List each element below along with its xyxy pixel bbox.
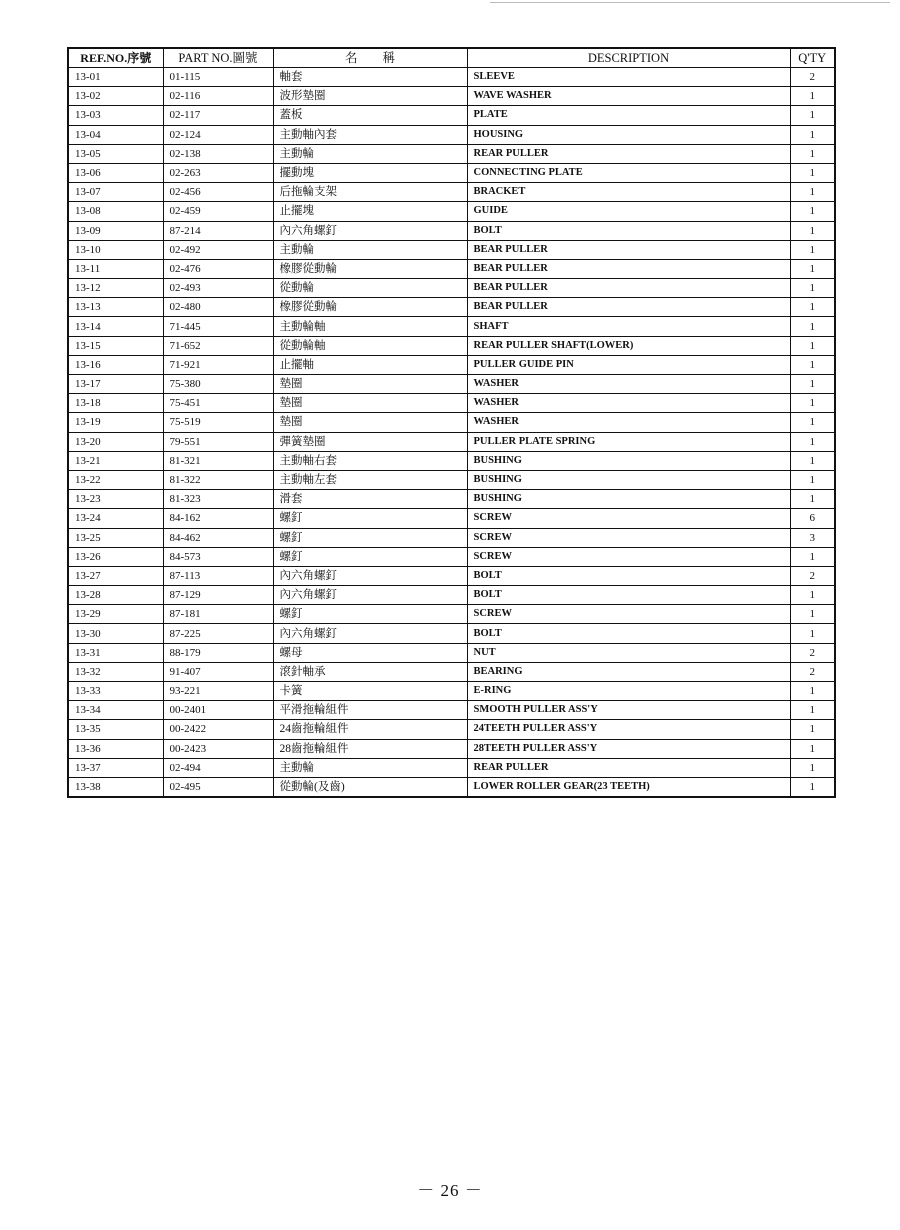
table-row xyxy=(68,202,835,221)
cell-part-no: 84-462 xyxy=(163,528,273,547)
table-row xyxy=(68,777,835,797)
cell-name: 從動輪(及齒) xyxy=(273,777,467,797)
cell-description: BOLT xyxy=(467,221,790,240)
cell-name: 從動輪 xyxy=(273,279,467,298)
cell-description: PULLER PLATE SPRING xyxy=(467,432,790,451)
cell-part-no: 02-263 xyxy=(163,163,273,182)
cell-description: 28TEETH PULLER ASS'Y xyxy=(467,739,790,758)
cell-name: 橡膠從動輪 xyxy=(273,259,467,278)
cell-part-no: 02-476 xyxy=(163,259,273,278)
cell-name: 主動軸右套 xyxy=(273,451,467,470)
cell-ref-no: 13-32 xyxy=(68,662,163,681)
cell-qty: 1 xyxy=(790,221,835,240)
cell-qty: 1 xyxy=(790,547,835,566)
cell-qty: 1 xyxy=(790,394,835,413)
header-description: DESCRIPTION xyxy=(467,48,790,68)
cell-description: BEAR PULLER xyxy=(467,279,790,298)
cell-name: 內六角螺釘 xyxy=(273,221,467,240)
cell-name: 內六角螺釘 xyxy=(273,566,467,585)
cell-qty: 1 xyxy=(790,490,835,509)
table-row xyxy=(68,413,835,432)
cell-qty: 1 xyxy=(790,739,835,758)
cell-ref-no: 13-30 xyxy=(68,624,163,643)
cell-name: 墊圈 xyxy=(273,413,467,432)
table-row xyxy=(68,87,835,106)
cell-qty: 1 xyxy=(790,259,835,278)
cell-name: 蓋板 xyxy=(273,106,467,125)
cell-qty: 1 xyxy=(790,106,835,125)
cell-name: 24齒拖輪組件 xyxy=(273,720,467,739)
cell-part-no: 81-322 xyxy=(163,470,273,489)
cell-description: GUIDE xyxy=(467,202,790,221)
table-row xyxy=(68,144,835,163)
cell-name: 28齒拖輪組件 xyxy=(273,739,467,758)
cell-qty: 1 xyxy=(790,183,835,202)
cell-description: E-RING xyxy=(467,682,790,701)
cell-qty: 1 xyxy=(790,336,835,355)
cell-qty: 1 xyxy=(790,758,835,777)
cell-qty: 1 xyxy=(790,279,835,298)
cell-qty: 1 xyxy=(790,317,835,336)
cell-qty: 6 xyxy=(790,509,835,528)
cell-ref-no: 13-22 xyxy=(68,470,163,489)
cell-ref-no: 13-17 xyxy=(68,375,163,394)
cell-name: 平滑拖輪組件 xyxy=(273,701,467,720)
table-row xyxy=(68,279,835,298)
table-row xyxy=(68,470,835,489)
cell-description: BEAR PULLER xyxy=(467,298,790,317)
cell-ref-no: 13-31 xyxy=(68,643,163,662)
cell-ref-no: 13-29 xyxy=(68,605,163,624)
cell-name: 彈簧墊圈 xyxy=(273,432,467,451)
table-row xyxy=(68,643,835,662)
cell-name: 滑套 xyxy=(273,490,467,509)
cell-part-no: 02-480 xyxy=(163,298,273,317)
table-row xyxy=(68,298,835,317)
cell-description: SCREW xyxy=(467,509,790,528)
table-row xyxy=(68,682,835,701)
table-row xyxy=(68,394,835,413)
table-row xyxy=(68,528,835,547)
cell-qty: 2 xyxy=(790,643,835,662)
cell-name: 內六角螺釘 xyxy=(273,624,467,643)
cell-ref-no: 13-20 xyxy=(68,432,163,451)
cell-qty: 3 xyxy=(790,528,835,547)
cell-part-no: 00-2423 xyxy=(163,739,273,758)
cell-name: 主動輪軸 xyxy=(273,317,467,336)
cell-name: 擺動塊 xyxy=(273,163,467,182)
table-row xyxy=(68,68,835,87)
table-row xyxy=(68,720,835,739)
cell-ref-no: 13-38 xyxy=(68,777,163,797)
cell-description: WASHER xyxy=(467,394,790,413)
cell-name: 止擺軸 xyxy=(273,355,467,374)
cell-description: SHAFT xyxy=(467,317,790,336)
cell-part-no: 02-456 xyxy=(163,183,273,202)
cell-part-no: 93-221 xyxy=(163,682,273,701)
cell-ref-no: 13-35 xyxy=(68,720,163,739)
header-row xyxy=(68,48,835,68)
cell-name: 軸套 xyxy=(273,68,467,87)
cell-part-no: 81-323 xyxy=(163,490,273,509)
cell-ref-no: 13-04 xyxy=(68,125,163,144)
table-row xyxy=(68,432,835,451)
cell-part-no: 84-573 xyxy=(163,547,273,566)
cell-ref-no: 13-23 xyxy=(68,490,163,509)
cell-description: WAVE WASHER xyxy=(467,87,790,106)
cell-qty: 1 xyxy=(790,87,835,106)
cell-part-no: 02-117 xyxy=(163,106,273,125)
table-row xyxy=(68,509,835,528)
cell-ref-no: 13-05 xyxy=(68,144,163,163)
cell-part-no: 71-921 xyxy=(163,355,273,374)
cell-part-no: 88-179 xyxy=(163,643,273,662)
cell-ref-no: 13-18 xyxy=(68,394,163,413)
parts-table-body xyxy=(68,68,835,798)
cell-ref-no: 13-34 xyxy=(68,701,163,720)
cell-part-no: 79-551 xyxy=(163,432,273,451)
cell-qty: 1 xyxy=(790,202,835,221)
cell-part-no: 81-321 xyxy=(163,451,273,470)
cell-ref-no: 13-21 xyxy=(68,451,163,470)
cell-ref-no: 13-26 xyxy=(68,547,163,566)
cell-description: BOLT xyxy=(467,586,790,605)
cell-description: BEAR PULLER xyxy=(467,240,790,259)
table-row xyxy=(68,662,835,681)
cell-ref-no: 13-08 xyxy=(68,202,163,221)
cell-part-no: 87-225 xyxy=(163,624,273,643)
cell-ref-no: 13-14 xyxy=(68,317,163,336)
cell-qty: 1 xyxy=(790,298,835,317)
cell-part-no: 00-2422 xyxy=(163,720,273,739)
cell-name: 橡膠從動輪 xyxy=(273,298,467,317)
cell-name: 主動軸內套 xyxy=(273,125,467,144)
cell-qty: 1 xyxy=(790,413,835,432)
cell-qty: 2 xyxy=(790,566,835,585)
table-row xyxy=(68,336,835,355)
cell-ref-no: 13-13 xyxy=(68,298,163,317)
cell-part-no: 02-138 xyxy=(163,144,273,163)
cell-qty: 1 xyxy=(790,605,835,624)
cell-part-no: 01-115 xyxy=(163,68,273,87)
cell-part-no: 00-2401 xyxy=(163,701,273,720)
cell-name: 內六角螺釘 xyxy=(273,586,467,605)
page-number: － 26 － xyxy=(417,1181,483,1200)
cell-ref-no: 13-24 xyxy=(68,509,163,528)
cell-ref-no: 13-11 xyxy=(68,259,163,278)
cell-ref-no: 13-27 xyxy=(68,566,163,585)
cell-description: SCREW xyxy=(467,605,790,624)
cell-part-no: 71-652 xyxy=(163,336,273,355)
cell-part-no: 75-380 xyxy=(163,375,273,394)
cell-description: WASHER xyxy=(467,375,790,394)
cell-description: BUSHING xyxy=(467,490,790,509)
cell-part-no: 02-494 xyxy=(163,758,273,777)
cell-qty: 1 xyxy=(790,240,835,259)
table-row xyxy=(68,106,835,125)
cell-qty: 1 xyxy=(790,470,835,489)
cell-ref-no: 13-16 xyxy=(68,355,163,374)
parts-table-header xyxy=(68,48,835,68)
cell-name: 墊圈 xyxy=(273,394,467,413)
cell-ref-no: 13-01 xyxy=(68,68,163,87)
table-row xyxy=(68,125,835,144)
cell-part-no: 75-451 xyxy=(163,394,273,413)
cell-description: PLATE xyxy=(467,106,790,125)
cell-ref-no: 13-19 xyxy=(68,413,163,432)
cell-description: NUT xyxy=(467,643,790,662)
cell-description: LOWER ROLLER GEAR(23 TEETH) xyxy=(467,777,790,797)
cell-part-no: 02-459 xyxy=(163,202,273,221)
cell-qty: 1 xyxy=(790,701,835,720)
cell-name: 后拖輪支架 xyxy=(273,183,467,202)
cell-ref-no: 13-36 xyxy=(68,739,163,758)
cell-name: 止擺塊 xyxy=(273,202,467,221)
cell-ref-no: 13-25 xyxy=(68,528,163,547)
cell-part-no: 02-492 xyxy=(163,240,273,259)
cell-qty: 1 xyxy=(790,355,835,374)
cell-description: HOUSING xyxy=(467,125,790,144)
cell-qty: 1 xyxy=(790,720,835,739)
table-row xyxy=(68,375,835,394)
cell-ref-no: 13-02 xyxy=(68,87,163,106)
cell-name: 螺釘 xyxy=(273,605,467,624)
cell-name: 從動輪軸 xyxy=(273,336,467,355)
cell-description: BOLT xyxy=(467,624,790,643)
cell-qty: 1 xyxy=(790,777,835,797)
header-ref-no: REF.NO.序號 xyxy=(68,48,163,68)
table-row xyxy=(68,240,835,259)
cell-qty: 1 xyxy=(790,624,835,643)
cell-qty: 1 xyxy=(790,125,835,144)
cell-name: 螺釘 xyxy=(273,547,467,566)
cell-description: BOLT xyxy=(467,566,790,585)
cell-part-no: 02-116 xyxy=(163,87,273,106)
cell-description: BEARING xyxy=(467,662,790,681)
cell-description: BEAR PULLER xyxy=(467,259,790,278)
table-row xyxy=(68,605,835,624)
cell-part-no: 87-181 xyxy=(163,605,273,624)
cell-qty: 1 xyxy=(790,586,835,605)
cell-description: BUSHING xyxy=(467,470,790,489)
cell-description: SCREW xyxy=(467,528,790,547)
cell-name: 螺母 xyxy=(273,643,467,662)
cell-name: 主動輪 xyxy=(273,144,467,163)
cell-part-no: 02-493 xyxy=(163,279,273,298)
table-row xyxy=(68,547,835,566)
table-row xyxy=(68,739,835,758)
cell-description: REAR PULLER SHAFT(LOWER) xyxy=(467,336,790,355)
cell-name: 滾針軸承 xyxy=(273,662,467,681)
table-row xyxy=(68,566,835,585)
cell-name: 墊圈 xyxy=(273,375,467,394)
cell-qty: 2 xyxy=(790,68,835,87)
cell-ref-no: 13-09 xyxy=(68,221,163,240)
cell-qty: 1 xyxy=(790,144,835,163)
cell-qty: 2 xyxy=(790,662,835,681)
cell-description: SMOOTH PULLER ASS'Y xyxy=(467,701,790,720)
table-row xyxy=(68,490,835,509)
parts-table xyxy=(67,47,836,798)
cell-part-no: 71-445 xyxy=(163,317,273,336)
table-row xyxy=(68,183,835,202)
table-row xyxy=(68,451,835,470)
cell-description: WASHER xyxy=(467,413,790,432)
cell-name: 螺釘 xyxy=(273,528,467,547)
table-row xyxy=(68,259,835,278)
table-row xyxy=(68,317,835,336)
cell-ref-no: 13-03 xyxy=(68,106,163,125)
top-rule xyxy=(490,2,890,3)
cell-part-no: 87-113 xyxy=(163,566,273,585)
cell-ref-no: 13-06 xyxy=(68,163,163,182)
header-name: 名 稱 xyxy=(273,48,467,68)
table-row xyxy=(68,355,835,374)
cell-part-no: 87-129 xyxy=(163,586,273,605)
cell-description: 24TEETH PULLER ASS'Y xyxy=(467,720,790,739)
cell-description: PULLER GUIDE PIN xyxy=(467,355,790,374)
header-qty: Q'TY xyxy=(790,48,835,68)
table-row xyxy=(68,758,835,777)
cell-part-no: 02-124 xyxy=(163,125,273,144)
cell-description: BUSHING xyxy=(467,451,790,470)
cell-ref-no: 13-07 xyxy=(68,183,163,202)
cell-ref-no: 13-37 xyxy=(68,758,163,777)
cell-description: REAR PULLER xyxy=(467,758,790,777)
cell-part-no: 84-162 xyxy=(163,509,273,528)
cell-name: 波形墊圈 xyxy=(273,87,467,106)
cell-part-no: 02-495 xyxy=(163,777,273,797)
cell-ref-no: 13-28 xyxy=(68,586,163,605)
table-row xyxy=(68,701,835,720)
cell-ref-no: 13-15 xyxy=(68,336,163,355)
cell-qty: 1 xyxy=(790,432,835,451)
cell-description: CONNECTING PLATE xyxy=(467,163,790,182)
cell-ref-no: 13-12 xyxy=(68,279,163,298)
cell-name: 螺釘 xyxy=(273,509,467,528)
cell-part-no: 75-519 xyxy=(163,413,273,432)
cell-name: 主動輪 xyxy=(273,758,467,777)
header-part-no: PART NO.圖號 xyxy=(163,48,273,68)
table-row xyxy=(68,163,835,182)
cell-qty: 1 xyxy=(790,451,835,470)
cell-name: 主動輪 xyxy=(273,240,467,259)
cell-name: 主動軸左套 xyxy=(273,470,467,489)
cell-name: 卡簧 xyxy=(273,682,467,701)
cell-qty: 1 xyxy=(790,163,835,182)
cell-ref-no: 13-33 xyxy=(68,682,163,701)
cell-part-no: 87-214 xyxy=(163,221,273,240)
cell-part-no: 91-407 xyxy=(163,662,273,681)
cell-description: REAR PULLER xyxy=(467,144,790,163)
cell-qty: 1 xyxy=(790,682,835,701)
cell-ref-no: 13-10 xyxy=(68,240,163,259)
cell-qty: 1 xyxy=(790,375,835,394)
table-row xyxy=(68,586,835,605)
cell-description: SCREW xyxy=(467,547,790,566)
table-row xyxy=(68,624,835,643)
cell-description: SLEEVE xyxy=(467,68,790,87)
cell-description: BRACKET xyxy=(467,183,790,202)
table-row xyxy=(68,221,835,240)
